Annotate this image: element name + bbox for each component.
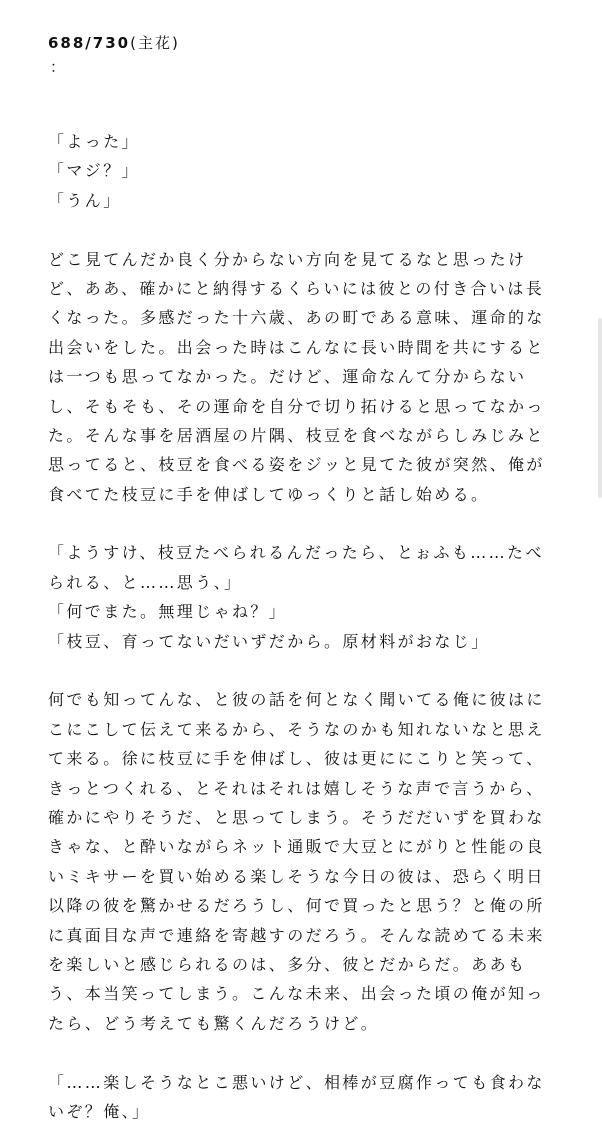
text-line: きゃな、と酔いながらネット通販で大豆とにがりと性能の良 — [48, 837, 545, 857]
paragraph-gap — [48, 509, 548, 538]
text-line: きっとつくれる、とそれはそれは嬉しそうな声で言うから、 — [48, 778, 545, 798]
text-line: たら、どう考えても驚くんだろうけど。 — [48, 1013, 380, 1033]
story-text — [48, 127, 548, 1126]
text-line: し、そもそも、その運命を自分で切り拓けると思ってなかっ — [48, 396, 545, 416]
text-line: られる、と……思う、」 — [48, 572, 243, 592]
text-line: 「何でまた。無理じゃね？」 — [48, 602, 288, 622]
text-line: いぞ？俺、」 — [48, 1101, 151, 1121]
text-line: 「うん」 — [48, 190, 122, 210]
text-line: に真面目な声で連絡を寄越すのだろう。そんな読めてる未来 — [48, 925, 545, 945]
paragraph-gap — [48, 656, 548, 685]
text-line: 「ようすけ、枝豆たべられるんだったら、とぉふも……たべ — [48, 543, 544, 563]
text-line: いミキサーを買い始める楽しそうな今日の彼は、恐らく明日 — [48, 866, 545, 886]
text-line: 確かにやりそうだ、と思ってしまう。そうだだいずを買わな — [48, 807, 545, 827]
text-line: 食べてた枝豆に手を伸ばしてゆっくりと話し始める。 — [48, 484, 490, 504]
text-line: 「……楽しそうなとこ悪いけど、相棒が豆腐作っても食わな — [48, 1072, 545, 1092]
text-line: う、本当笑ってしまう。こんな未来、出会った頃の俺が知っ — [48, 984, 545, 1004]
text-line: 出会いをした。出会った時はこんなに長い時間を共にすると — [48, 337, 545, 357]
text-line: ど、ああ、確かにと納得するくらいには彼との付き合いは長 — [48, 278, 545, 298]
entry-header — [48, 32, 180, 54]
entry-author: (主花) — [130, 34, 180, 52]
text-line: 「枝豆、育ってないだいずだから。原材料がおなじ」 — [48, 631, 490, 651]
entry-number: 688/730 — [48, 34, 131, 52]
text-line: どこ見てんだか良く分からない方向を見てるなと思ったけ — [48, 249, 527, 269]
paragraph-gap — [48, 215, 548, 244]
text-line: を楽しいと感じられるのは、多分、彼とだからだ。ああも — [48, 954, 527, 974]
text-line: くなった。多感だった十六歳、あの町である意味、運命的な — [48, 308, 545, 328]
text-line: こにこして伝えて来るから、そうなのかも知れないなと思え — [48, 719, 545, 739]
text-line: 「マジ？」 — [48, 161, 141, 181]
text-line: 何でも知ってんな、と彼の話を何となく聞いてる俺に彼はに — [48, 690, 545, 710]
header-colon: ： — [50, 58, 66, 76]
paragraph-gap — [48, 1038, 548, 1067]
text-line: 思ってると、枝豆を食べる姿をジッと見てた彼が突然、俺が — [48, 455, 545, 475]
text-line: 以降の彼を驚かせるだろうし、何で買ったと思う？と俺の所 — [48, 896, 545, 916]
text-line: 「よった」 — [48, 132, 141, 151]
scrollbar[interactable] — [598, 318, 602, 498]
text-line: て来る。徐に枝豆に手を伸ばし、彼は更ににこりと笑って、 — [48, 749, 545, 769]
text-line: た。そんな事を居酒屋の片隅、枝豆を食べながらしみじみと — [48, 425, 545, 445]
text-line: は一つも思ってなかった。だけど、運命なんて分からない — [48, 367, 527, 387]
